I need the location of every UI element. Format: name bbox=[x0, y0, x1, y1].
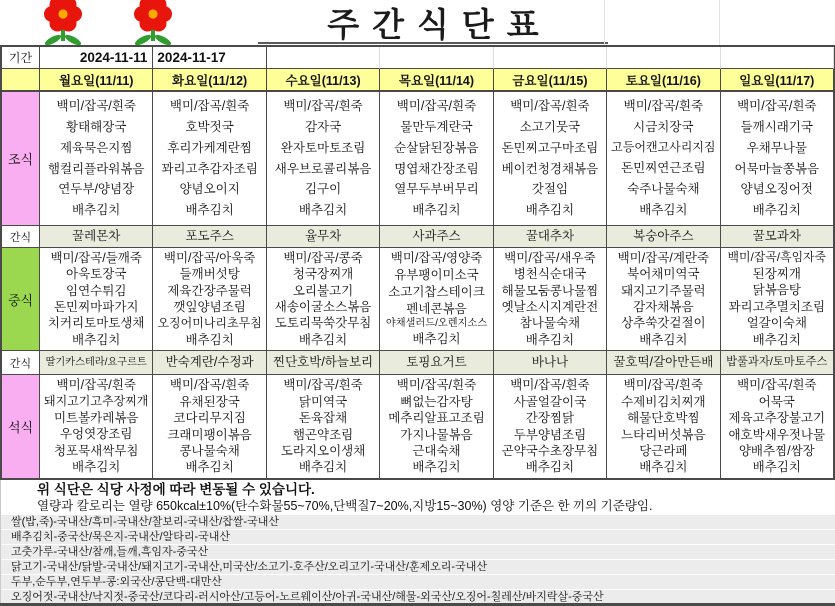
menu-item: 배추김치 bbox=[72, 203, 121, 218]
menu-item: 숙주나물숙채 bbox=[627, 182, 700, 197]
menu-item: 갓절임 bbox=[531, 182, 569, 197]
day-header-thu: 목요일(11/14) bbox=[380, 69, 493, 92]
menu-item: 배추김치 bbox=[752, 203, 801, 218]
menu-item: 유채된장국 bbox=[179, 394, 240, 409]
menu-item: 물만두계란국 bbox=[400, 120, 473, 135]
menu-item: 배추김치 bbox=[298, 203, 348, 218]
menu-item: 감자채볶음 bbox=[633, 299, 694, 314]
empty-cell bbox=[267, 47, 380, 69]
menu-item: 돈민찌고구마조림 bbox=[501, 140, 599, 155]
nutrition-text: 열량과 칼로리는 열량 650kcal±10%(탄수화물55~70%,단백질7~20%,지방15~30%) 영양 기준은 한 끼의 기준량임. bbox=[37, 499, 653, 513]
menu-item: 곤약국수초장무침 bbox=[501, 443, 599, 458]
menu-item: 돈민찌마파가지 bbox=[53, 299, 139, 314]
empty-cell bbox=[721, 47, 834, 69]
breakfast-fri bbox=[494, 92, 607, 226]
menu-item: 얼갈이숙채 bbox=[746, 316, 807, 331]
menu-item: 백미/잡곡/들깨죽 bbox=[50, 250, 142, 265]
menu-item: 감자국 bbox=[304, 120, 342, 135]
day-header-sun: 일요일(11/17) bbox=[721, 69, 834, 92]
menu-item: 베이컨청경채볶음 bbox=[501, 161, 599, 176]
menu-item: 백미/잡곡/흰죽 bbox=[169, 99, 250, 114]
menu-item: 백미/잡곡/흰죽 bbox=[169, 378, 250, 393]
menu-item: 백미/잡곡/흑임자죽 bbox=[727, 250, 827, 265]
menu-item: 김구이 bbox=[304, 182, 342, 197]
empty-cell bbox=[380, 47, 493, 69]
menu-table bbox=[0, 45, 835, 480]
snack2-tue bbox=[153, 351, 266, 375]
menu-item: 제육고추장불고기 bbox=[728, 411, 826, 426]
menu-item: 배추김치 bbox=[525, 460, 575, 475]
menu-item: 제육간장주물럭 bbox=[167, 283, 252, 298]
menu-item: 소고기찹스테이크 bbox=[388, 284, 485, 299]
menu-item: 근대숙채 bbox=[412, 443, 461, 458]
menu-item: 두부양념조림 bbox=[513, 427, 587, 442]
menu-item: 꿀모과차 bbox=[752, 229, 801, 244]
menu-item: 들깨버섯탕 bbox=[179, 267, 240, 282]
menu-item: 배추김치 bbox=[185, 332, 234, 347]
snack2-wed bbox=[267, 351, 380, 375]
lunch-sun bbox=[721, 248, 834, 351]
menu-item: 햄컬리플라워볶음 bbox=[47, 161, 145, 176]
menu-item: 완자토마토조림 bbox=[280, 140, 366, 155]
day-header-corner bbox=[2, 69, 40, 92]
top-header bbox=[0, 0, 835, 45]
snack1-fri bbox=[494, 226, 607, 248]
menu-item: 딸기카스테라/요구르트 bbox=[45, 356, 147, 368]
period-start-date: 2024-11-11 bbox=[40, 47, 153, 69]
dinner-wed bbox=[267, 375, 380, 480]
menu-item: 소고기뭇국 bbox=[519, 120, 581, 135]
menu-item: 돼지고기고추장찌개 bbox=[44, 393, 149, 408]
menu-item: 복숭아주스 bbox=[633, 229, 694, 244]
notice-text: 위 식단은 식당 사정에 따라 변동될 수 있습니다. bbox=[37, 482, 315, 497]
menu-item: 오리불고기 bbox=[292, 283, 354, 298]
menu-item: 배추김치 bbox=[412, 460, 461, 475]
menu-item: 호박젓국 bbox=[185, 120, 234, 135]
menu-item: 배추김치 bbox=[752, 460, 801, 475]
menu-item: 배추김치 bbox=[525, 332, 575, 347]
breakfast-sat bbox=[607, 92, 720, 226]
menu-item: 해물단호박찜 bbox=[627, 411, 700, 426]
menu-item: 꿀대추차 bbox=[525, 229, 575, 244]
menu-item: 애호박새우젓나물 bbox=[728, 427, 826, 442]
dinner-sat bbox=[607, 375, 720, 480]
menu-item: 배추김치 bbox=[72, 332, 121, 347]
flower-icon bbox=[22, 0, 104, 50]
menu-item: 돼지고기주물럭 bbox=[621, 283, 706, 298]
snack1-sat bbox=[607, 226, 720, 248]
menu-item: 배추김치 bbox=[639, 460, 688, 475]
menu-item: 깻잎양념조림 bbox=[173, 300, 246, 315]
menu-item: 배추김치 bbox=[412, 203, 461, 218]
menu-item: 백미/잡곡/흰죽 bbox=[510, 99, 590, 114]
menu-item: 옛날소시지계란전 bbox=[501, 299, 599, 314]
menu-item: 백미/잡곡/흰죽 bbox=[737, 378, 817, 393]
lunch-sat bbox=[607, 248, 720, 351]
menu-item: 찐단호박/하늘보리 bbox=[273, 355, 374, 370]
menu-item: 양념오징어젓 bbox=[740, 182, 813, 197]
menu-item: 햄곤약조림 bbox=[292, 427, 354, 442]
menu-item: 바나나 bbox=[531, 355, 569, 370]
menu-item: 명엽채간장조림 bbox=[394, 161, 479, 176]
flower-icon bbox=[112, 0, 194, 50]
menu-item: 우채무나물 bbox=[746, 140, 807, 155]
snack1-thu bbox=[380, 226, 493, 248]
menu-item: 백미/잡곡/흰죽 bbox=[56, 378, 136, 393]
day-header-tue: 화요일(11/12) bbox=[153, 69, 266, 92]
menu-item: 아욱토장국 bbox=[66, 267, 127, 282]
menu-item: 반숙계란/수정과 bbox=[165, 355, 254, 370]
dinner-tue bbox=[153, 375, 266, 480]
menu-item: 배추김치 bbox=[185, 203, 234, 218]
menu-item: 배추김치 bbox=[298, 460, 348, 475]
menu-item: 뼈없는감자탕 bbox=[400, 394, 473, 409]
origin-line-kimchi: 배추김치-중국산/묵은지-국내산/알타리-국내산 bbox=[1, 530, 835, 544]
menu-item: 유부팽이미소국 bbox=[394, 268, 479, 283]
menu-item: 배추김치 bbox=[185, 460, 234, 475]
menu-item: 가지나물볶음 bbox=[400, 427, 473, 442]
menu-item: 양념오이지 bbox=[179, 182, 240, 197]
row-label-dinner: 석식 bbox=[2, 375, 40, 480]
menu-item: 배추김치 bbox=[752, 332, 801, 347]
menu-item: 야채샐러드/오렌지소스 bbox=[385, 318, 488, 330]
empty-cell bbox=[607, 47, 720, 69]
menu-item: 백미/잡곡/아욱죽 bbox=[163, 251, 256, 266]
origin-line-meat: 닭고기-국내산/닭발-국내산/돼지고기-국내산,미국산/소고기-호주산/오리고기-국내산/훈제오리-국내산 bbox=[1, 560, 835, 574]
menu-item: 치커리토마토생채 bbox=[47, 316, 145, 331]
dinner-fri bbox=[494, 375, 607, 480]
menu-item: 백미/잡곡/흰죽 bbox=[396, 99, 477, 114]
day-header-fri: 금요일(11/15) bbox=[494, 69, 607, 92]
menu-item: 순살닭된장볶음 bbox=[394, 140, 479, 155]
row-label-snack1: 간식 bbox=[2, 226, 40, 248]
menu-item: 당근라페 bbox=[639, 443, 688, 458]
origin-line-spices: 고춧가루-국내산/참깨,들깨,흑임자-중국산 bbox=[1, 545, 835, 559]
footer-notes bbox=[0, 480, 835, 606]
breakfast-tue bbox=[153, 92, 266, 226]
menu-item: 들깨시래기국 bbox=[740, 120, 813, 135]
snack1-wed bbox=[267, 226, 380, 248]
menu-item: 참나물숙채 bbox=[519, 316, 581, 331]
menu-item: 닭볶음탕 bbox=[752, 283, 801, 298]
snack1-sun bbox=[721, 226, 834, 248]
day-header-mon: 월요일(11/11) bbox=[40, 69, 153, 92]
grid-line bbox=[604, 0, 605, 45]
lunch-mon bbox=[40, 248, 153, 351]
menu-item: 백미/잡곡/계란죽 bbox=[617, 250, 710, 265]
snack1-mon bbox=[40, 226, 153, 248]
dinner-thu bbox=[380, 375, 493, 480]
menu-item: 백미/잡곡/새우죽 bbox=[504, 250, 596, 265]
origin-line-rice: 쌀(밥,죽)-국내산/흑미-국내산/찰보리-국내산/찹쌀-국내산 bbox=[1, 515, 835, 529]
menu-item: 펜네콘볶음 bbox=[406, 301, 467, 316]
menu-item: 도라지오이생채 bbox=[280, 443, 366, 458]
row-label-breakfast: 조식 bbox=[2, 92, 40, 226]
menu-item: 느타리버섯볶음 bbox=[621, 427, 706, 442]
snack2-fri bbox=[494, 351, 607, 375]
menu-item: 새우브로콜리볶음 bbox=[274, 161, 372, 176]
menu-item: 수제비김치찌개 bbox=[621, 394, 706, 409]
menu-item: 배추김치 bbox=[72, 460, 121, 475]
menu-item: 돈민찌연근조림 bbox=[621, 161, 706, 176]
menu-item: 꿀호떡/갈아만든배 bbox=[613, 355, 714, 370]
menu-item: 백미/잡곡/영양죽 bbox=[390, 251, 483, 266]
menu-item: 백미/잡곡/흰죽 bbox=[283, 99, 363, 114]
menu-item: 후리가케계란찜 bbox=[167, 140, 252, 155]
menu-item: 제육묵은지찜 bbox=[59, 140, 133, 155]
menu-item: 어묵마늘쫑볶음 bbox=[734, 161, 820, 176]
origin-line-tofu: 두부,순두부,연두부-콩:외국산/콩단백-대만산 bbox=[1, 575, 835, 589]
menu-item: 백미/잡곡/흰죽 bbox=[623, 378, 704, 393]
dinner-sun bbox=[721, 375, 834, 480]
breakfast-wed bbox=[267, 92, 380, 226]
snack1-tue bbox=[153, 226, 266, 248]
menu-item: 백미/잡곡/흰죽 bbox=[396, 378, 477, 393]
menu-item: 간장찜닭 bbox=[525, 411, 575, 426]
row-label-lunch: 중식 bbox=[2, 248, 40, 351]
menu-item: 우엉엿장조림 bbox=[59, 427, 133, 442]
menu-item: 북어채미역국 bbox=[627, 267, 700, 282]
menu-item: 율무차 bbox=[304, 229, 342, 244]
menu-item: 사과주스 bbox=[412, 229, 461, 244]
menu-item: 된장찌개 bbox=[752, 266, 801, 281]
lunch-tue bbox=[153, 248, 266, 351]
menu-item: 임연수튀김 bbox=[66, 283, 127, 298]
empty-cell bbox=[494, 47, 607, 69]
dinner-mon bbox=[40, 375, 153, 480]
menu-item: 백미/잡곡/흰죽 bbox=[56, 99, 136, 114]
menu-item: 메추리알표고조림 bbox=[388, 411, 485, 426]
menu-item: 돈육잡채 bbox=[298, 411, 348, 426]
menu-item: 상추쑥갓겉절이 bbox=[621, 316, 706, 331]
page-title: 주간식단표 bbox=[258, 2, 608, 44]
menu-item: 배추김치 bbox=[525, 203, 575, 218]
menu-item: 꽈리고추멸치조림 bbox=[728, 299, 826, 314]
origin-line-seafood: 오징어젓-국내산/낙지젓-중국산/코다리-러시아산/고등어-노르웨이산/아귀-국내산/해물-외국산/오징어-칠레산/바지락살-중국산 bbox=[1, 590, 835, 604]
menu-item: 고등어캔고사리지짐 bbox=[611, 140, 716, 155]
snack2-mon bbox=[40, 351, 153, 375]
snack2-sun bbox=[721, 351, 834, 375]
menu-item: 콩나물숙채 bbox=[179, 443, 240, 458]
menu-item: 밥풀과자/토마토주스 bbox=[726, 356, 828, 368]
menu-item: 양배추찜/쌈장 bbox=[738, 443, 815, 458]
breakfast-mon bbox=[40, 92, 153, 226]
menu-item: 배추김치 bbox=[639, 203, 688, 218]
menu-item: 배추김치 bbox=[639, 332, 688, 347]
menu-item: 어묵국 bbox=[758, 394, 795, 409]
snack2-sat bbox=[607, 351, 720, 375]
menu-item: 포도주스 bbox=[185, 229, 234, 244]
menu-item: 백미/잡곡/흰죽 bbox=[737, 99, 817, 114]
breakfast-thu bbox=[380, 92, 493, 226]
menu-item: 청포묵새싹무침 bbox=[53, 443, 139, 458]
menu-item: 백미/잡곡/흰죽 bbox=[623, 99, 704, 114]
menu-item: 미트볼카레볶음 bbox=[53, 410, 139, 425]
menu-item: 꽈리고추감자조림 bbox=[161, 161, 258, 176]
lunch-wed bbox=[267, 248, 380, 351]
grid-line bbox=[719, 0, 720, 45]
lunch-fri bbox=[494, 248, 607, 351]
menu-item: 황태해장국 bbox=[66, 120, 127, 135]
menu-item: 배추김치 bbox=[412, 332, 461, 347]
menu-item: 코다리무지짐 bbox=[173, 411, 246, 426]
menu-item: 배추김치 bbox=[298, 332, 348, 347]
menu-item: 크래미팽이볶음 bbox=[167, 427, 252, 442]
row-label-snack2: 간식 bbox=[2, 351, 40, 375]
day-header-wed: 수요일(11/13) bbox=[267, 69, 380, 92]
menu-item: 백미/잡곡/흰죽 bbox=[283, 378, 363, 393]
day-header-sat: 토요일(11/16) bbox=[607, 69, 720, 92]
menu-item: 사골얼갈이국 bbox=[513, 394, 587, 409]
menu-item: 도토리묵쑥갓무침 bbox=[274, 316, 372, 331]
lunch-thu bbox=[380, 248, 493, 351]
period-label: 기간 bbox=[2, 47, 40, 69]
menu-item: 연두부/양념장 bbox=[58, 182, 135, 197]
period-end-date: 2024-11-17 bbox=[153, 47, 266, 69]
menu-item: 닭미역국 bbox=[298, 394, 348, 409]
menu-item: 열무두부버무리 bbox=[394, 182, 479, 197]
menu-item: 병천식순대국 bbox=[513, 267, 587, 282]
menu-item: 오징어미나리초무침 bbox=[157, 315, 262, 330]
snack2-thu bbox=[380, 351, 493, 375]
menu-item: 꿀레몬차 bbox=[72, 229, 121, 244]
menu-item: 새송이굴소스볶음 bbox=[274, 299, 372, 314]
breakfast-sun bbox=[721, 92, 834, 226]
menu-item: 시금치장국 bbox=[633, 120, 694, 135]
menu-item: 토핑요거트 bbox=[406, 355, 467, 370]
menu-item: 백미/잡곡/흰죽 bbox=[510, 378, 590, 393]
menu-item: 청국장찌개 bbox=[292, 267, 354, 282]
menu-item: 해물모둠콩나물찜 bbox=[501, 283, 599, 298]
menu-item: 백미/잡곡/콩죽 bbox=[283, 250, 363, 265]
